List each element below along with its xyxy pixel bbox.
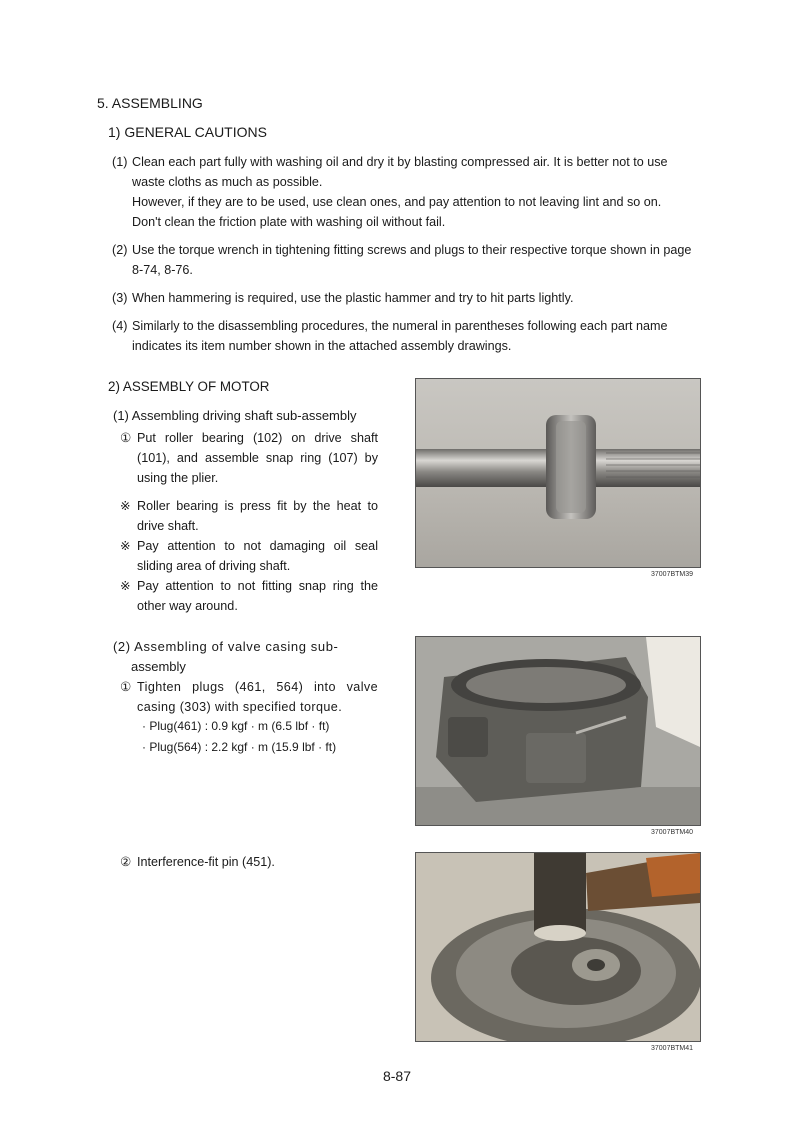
page-number: 8-87 <box>382 1068 412 1084</box>
caution-item-3 <box>112 288 702 308</box>
valve-casing-illustration <box>416 637 700 825</box>
note-marker: ※ <box>120 499 131 513</box>
step-marker: ① <box>120 680 132 694</box>
caution-text: However, if they are to be used, use clean ones, and pay attention to not leaving lint and so on. <box>132 195 662 209</box>
photo-interference-pin <box>415 852 701 1042</box>
step-text: Interference-fit pin (451). <box>137 855 275 869</box>
sub2-title <box>113 637 378 677</box>
sub1-title: (1) Assembling driving shaft sub-assembly <box>113 408 357 423</box>
caution-text: Don't clean the friction plate with washing oil without fail. <box>132 215 446 229</box>
caution-text: Use the torque wrench in tightening fitting screws and plugs to their respective torque shown in page 8-74, 8-76. <box>132 243 692 277</box>
sub2-step-2 <box>120 852 378 872</box>
photo-caption: 37007BTM41 <box>651 1045 694 1052</box>
photo-caption: 37007BTM40 <box>651 829 694 836</box>
step-marker: ② <box>120 855 132 869</box>
caution-number: (2) <box>112 243 128 257</box>
step-text: Tighten plugs (461, 564) into valve casing (303) with specified torque. <box>137 680 378 714</box>
section-title: 5. ASSEMBLING <box>97 95 203 111</box>
note-text: Pay attention to not damaging oil seal sliding area of driving shaft. <box>137 539 378 573</box>
caution-text: Similarly to the disassembling procedures, the numeral in parentheses following each part name indicates its item number shown in the attached assembly drawings. <box>132 319 668 353</box>
sub1-step-1 <box>120 428 378 488</box>
sub2-step-1 <box>120 677 378 717</box>
note-text: Pay attention to not fitting snap ring the other way around. <box>137 579 378 613</box>
caution-text: When hammering is required, use the plastic hammer and try to hit parts lightly. <box>132 291 574 305</box>
caution-item-2 <box>112 240 702 280</box>
sub2-title-line2: assembly <box>131 659 186 674</box>
caution-item-4 <box>112 316 702 356</box>
sub1-note-1 <box>120 496 378 536</box>
photo-valve-casing <box>415 636 701 826</box>
torque-spec-461: · Plug(461) : 0.9 kgf · m (6.5 lbf · ft) <box>142 719 330 733</box>
caution-number: (4) <box>112 319 128 333</box>
note-marker: ※ <box>120 579 131 593</box>
sub2-title-line1: (2) Assembling of valve casing sub- <box>113 639 339 654</box>
caution-number: (1) <box>112 155 128 169</box>
sub1-note-3 <box>120 576 378 616</box>
caution-item-1 <box>112 152 702 232</box>
interference-pin-illustration <box>416 853 700 1041</box>
note-text: Roller bearing is press fit by the heat to drive shaft. <box>137 499 378 533</box>
general-cautions-title: 1) GENERAL CAUTIONS <box>108 124 267 140</box>
step-marker: ① <box>120 431 132 445</box>
torque-spec-564: · Plug(564) : 2.2 kgf · m (15.9 lbf · ft) <box>142 740 337 754</box>
note-marker: ※ <box>120 539 131 553</box>
sub1-note-2 <box>120 536 378 576</box>
caution-number: (3) <box>112 291 128 305</box>
motor-assembly-title: 2) ASSEMBLY OF MOTOR <box>108 379 270 394</box>
photo-drive-shaft <box>415 378 701 568</box>
step-text: Put roller bearing (102) on drive shaft (101), and assemble snap ring (107) by using the plier. <box>137 431 378 485</box>
caution-text: Clean each part fully with washing oil and dry it by blasting compressed air. It is better not to use waste cloths as much as possible. <box>132 155 668 189</box>
photo-caption: 37007BTM39 <box>651 571 694 578</box>
drive-shaft-illustration <box>416 379 700 567</box>
